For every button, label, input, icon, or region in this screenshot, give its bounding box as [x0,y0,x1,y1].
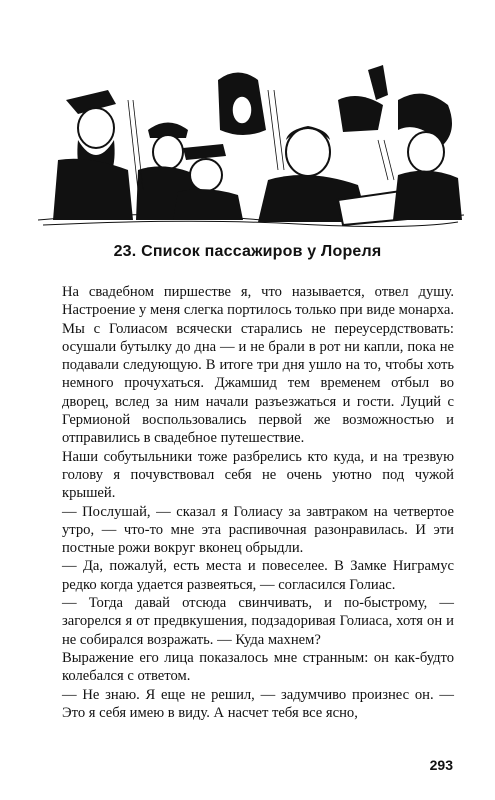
paragraph: — Тогда давай отсюда свинчивать, и по-быстрому, — загорелся я от предвкушения, подзадоривая Голиаса, хотя он и не собирался возражать. — Куда махнем? [62,595,454,648]
paragraph: Наши собутыльники тоже разбрелись кто куда, и на трезвую голову я почувствовал себя не очень уютно под чужой крышей. [62,448,454,502]
paragraph: — Да, пожалуй, есть места и повеселее. В Замке Ниграмус редко когда удается развеяться, — согласился Голиас. [62,558,454,593]
chapter-body [62,283,454,722]
paragraph: — Послушай, — сказал я Голиасу за завтраком на четвертое утро, — что-то мне эта распивочная разонравилась. И эти постные рожи вокруг вконец обрыдли. [62,503,454,557]
paragraph: Выражение его лица показалось мне странным: он как-будто колебался с ответом. [62,649,454,685]
crowd-of-passengers-engraving-icon [38,60,464,230]
chapter-title: 23. Список пассажиров у Лореля [113,243,382,260]
paragraph: — Не знаю. Я еще не решил, — задумчиво произнес он. — Это я себя имею в виду. А насчет тебя все ясно, [62,686,454,721]
page-number: 293 [429,757,453,773]
paragraph: На свадебном пиршестве я, что называется, отвел душу. Настроение у меня слегка портилось только при виде монарха. Мы с Голиасом всячески старались не переусердствовать: осушали бутылку до дна — и не брали в рот ни капли, пока не подавали следующую. В итоге три дня ушло на то, чтобы хоть немного прочухаться. Джамшид тем временем отбыл во дворец, вслед за ним начали разъезжаться и гости. Луций с Гермионой воспользовались первой же возможностью и отправились в свадебное путешествие. [62,284,454,447]
